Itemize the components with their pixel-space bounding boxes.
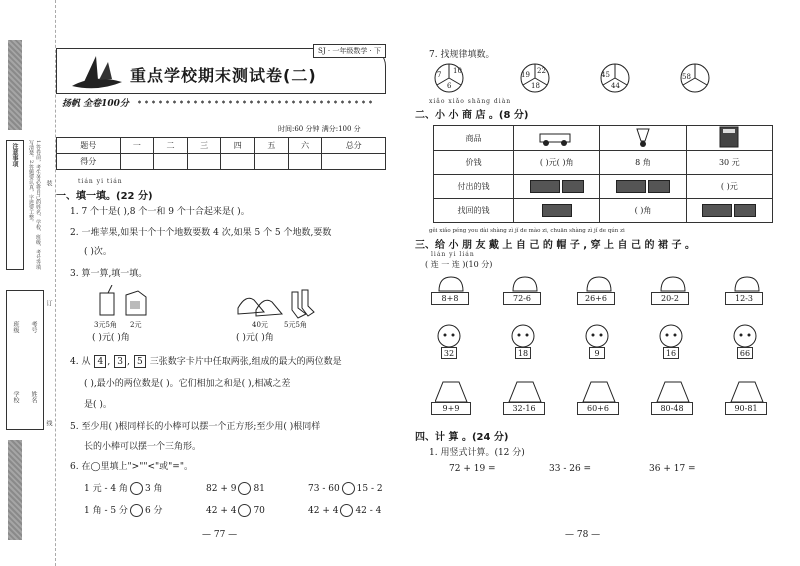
compare-circle[interactable] xyxy=(238,482,251,495)
question-5-line2: 长的小棒可以摆一个三角形。 xyxy=(84,442,202,452)
banknote-icon xyxy=(734,204,756,217)
shop-cell-value: 30 元 xyxy=(686,151,772,175)
hat-label[interactable]: 20-2 xyxy=(651,292,689,305)
cut-mark-2: 订 xyxy=(45,300,52,306)
circle-value: 58 xyxy=(682,73,691,81)
score-cell[interactable] xyxy=(288,154,322,170)
shop-cell-money xyxy=(686,199,772,223)
child-number[interactable]: 18 xyxy=(515,347,531,359)
compare-item: 1 角 - 5 分 6 分 xyxy=(84,506,163,516)
child-number[interactable]: 9 xyxy=(589,347,605,359)
score-header-cell: 二 xyxy=(154,138,188,154)
circle-value: 6 xyxy=(447,82,452,90)
circle-value: 44 xyxy=(611,82,620,90)
price-box: 2元 xyxy=(130,321,142,329)
price-drink: 3元5角 xyxy=(94,321,117,329)
child-face-icon xyxy=(438,325,460,347)
toy-car-icon xyxy=(532,128,582,146)
shop-row-price xyxy=(434,151,773,175)
banknote-icon xyxy=(702,204,732,217)
hat-label[interactable]: 72-6 xyxy=(503,292,541,305)
skirt-label[interactable]: 9+9 xyxy=(431,402,471,415)
coin-note-icon xyxy=(562,180,584,193)
shop-cell-blank[interactable]: ( )角 xyxy=(600,199,686,223)
score-header-cell: 一 xyxy=(120,138,154,154)
score-header-cell: 总分 xyxy=(322,138,386,154)
compare-item: 42 + 4 42 - 4 xyxy=(308,506,382,516)
score-table-score-row xyxy=(57,154,386,170)
shop-cell-item xyxy=(686,126,772,151)
score-cell[interactable] xyxy=(255,154,289,170)
section2-title: 二、小 小 商 店 。(8 分) xyxy=(415,110,529,121)
score-header-cell: 五 xyxy=(255,138,289,154)
price-socks: 5元5角 xyxy=(284,321,307,329)
skirt-icon xyxy=(435,382,467,402)
circle-value: 19 xyxy=(521,71,530,79)
shop-row-change xyxy=(434,199,773,223)
field-exam-id: 考号 xyxy=(30,321,37,333)
section3-title: 三、给 小 朋 友 戴 上 自 己 的 帽 子 , 穿 上 自 己 的 裙 子 。 xyxy=(415,240,695,251)
calc-item: 72 + 19 = xyxy=(449,464,496,474)
field-school: 学校 xyxy=(12,391,19,403)
student-info-box xyxy=(6,290,44,430)
child-face-icon xyxy=(586,325,608,347)
section4-title: 四、计 算 。(24 分) xyxy=(415,432,509,443)
notice-label: 注意事项 xyxy=(11,143,18,167)
child-face-icon xyxy=(512,325,534,347)
shop-row-goods xyxy=(434,126,773,151)
number-card: 5 xyxy=(134,355,146,368)
hat-icon xyxy=(661,277,685,291)
page-number-right: — 78 — xyxy=(565,530,601,540)
compare-item: 82 + 9 81 xyxy=(206,484,265,494)
shop-cell-label: 价钱 xyxy=(434,151,514,175)
shoes-and-socks-icon xyxy=(236,288,316,320)
banknote-icon xyxy=(648,180,670,193)
left-page xyxy=(56,0,400,566)
section3-sub: ( 连 一 连 )(10 分) xyxy=(425,260,493,269)
skirt-label[interactable]: 32-16 xyxy=(503,402,545,415)
skirt-icon xyxy=(509,382,541,402)
number-card: 3 xyxy=(114,355,126,368)
score-cell[interactable] xyxy=(187,154,221,170)
hat-icon xyxy=(587,277,611,291)
compare-item: 42 + 4 70 xyxy=(206,506,265,516)
shop-table xyxy=(433,125,773,223)
drink-and-box-icon xyxy=(96,285,156,319)
child-number[interactable]: 32 xyxy=(441,347,457,359)
grey-band-top xyxy=(8,40,22,130)
question-4-1: 1. 用竖式计算。(12 分) xyxy=(429,448,525,458)
right-page xyxy=(415,0,800,566)
shop-cell-money xyxy=(600,175,686,199)
section1-title: 一、填一填。(22 分) xyxy=(56,191,153,202)
hat-icon xyxy=(735,277,759,291)
shop-cell-item xyxy=(514,126,600,151)
cut-mark-1: 装 xyxy=(45,180,52,186)
calculator-icon xyxy=(714,126,744,148)
score-header-cell: 三 xyxy=(187,138,221,154)
shop-cell-value: 8 角 xyxy=(600,151,686,175)
question-3: 3. 算一算,填一填。 xyxy=(70,269,148,279)
circle-value: 22 xyxy=(537,67,546,75)
kids-row xyxy=(435,322,775,358)
skirt-label[interactable]: 80-48 xyxy=(651,402,693,415)
hat-icon xyxy=(439,277,463,291)
compare-circle[interactable] xyxy=(130,482,143,495)
shop-cell-money xyxy=(514,199,600,223)
field-name: 姓名 xyxy=(30,391,37,403)
circle-value: 18 xyxy=(531,82,540,90)
question-4-line2: ( ),最小的两位数是( )。它们相加之和是( ),相减之差 xyxy=(84,379,291,389)
shop-cell-blank[interactable]: ( )元( )角 xyxy=(514,151,600,175)
score-table-header-row xyxy=(57,138,386,154)
skirt-icon xyxy=(731,382,763,402)
compare-item: 73 - 60 15 - 2 xyxy=(308,484,383,494)
shop-cell-label: 商品 xyxy=(434,126,514,151)
banknote-icon xyxy=(542,204,572,217)
hat-label[interactable]: 8+8 xyxy=(431,292,469,305)
score-header-cell: 题号 xyxy=(57,138,121,154)
badminton-icon xyxy=(623,127,663,147)
child-face-icon xyxy=(734,325,756,347)
score-cell[interactable] xyxy=(154,154,188,170)
time-score: 时间:60 分钟 满分:100 分 xyxy=(278,125,361,133)
section3-sub-pinyin: lián yi lián xyxy=(431,251,475,258)
section2-pinyin: xiǎo xiǎo shāng diàn xyxy=(429,98,512,105)
compare-item: 1 元 - 4 角 3 角 xyxy=(84,484,163,494)
calc-item: 33 - 26 = xyxy=(549,464,592,474)
slogan: 扬帆 全卷100分 xyxy=(62,99,129,109)
q4-prefix: 4. 从 xyxy=(70,357,91,367)
price-shoes: 40元 xyxy=(252,321,268,329)
shop-cell-label: 付出的钱 xyxy=(434,175,514,199)
shop-cell-label: 找回的钱 xyxy=(434,199,514,223)
calc-item: 36 + 17 = xyxy=(649,464,696,474)
q3-blank-right: ( )元( )角 xyxy=(236,333,274,343)
score-table xyxy=(56,137,386,170)
page-number-left: — 77 — xyxy=(202,530,238,540)
score-header-cell: 六 xyxy=(288,138,322,154)
shop-cell-money xyxy=(514,175,600,199)
child-number[interactable]: 16 xyxy=(663,347,679,359)
circle-value: 7 xyxy=(437,71,442,79)
skirt-icon xyxy=(657,382,689,402)
child-face-icon xyxy=(660,325,682,347)
section3-pinyin: gěi xiǎo péng you dài shàng zì jǐ de mào zi, chuān shàng zì jǐ de qún zi xyxy=(429,228,625,234)
circle-value: 10 xyxy=(453,67,462,75)
q4-text: 三张数字卡片中任取两张,组成的最大的两位数是 xyxy=(149,357,342,367)
dot-divider xyxy=(136,100,376,104)
score-cell[interactable] xyxy=(221,154,255,170)
score-row-label: 得分 xyxy=(57,154,121,170)
cut-mark-3: 线 xyxy=(45,420,52,426)
notice-text: 1.答卷前，考生务必将自己的姓名、学校、班级、考号等填写清楚。2.答题要认真，字迹要工整。 xyxy=(28,140,41,270)
hats-row xyxy=(435,275,775,293)
skirts-row xyxy=(435,380,775,404)
question-6: 6. 在◯里填上">""<"或"="。 xyxy=(70,462,193,472)
compare-circle[interactable] xyxy=(342,482,355,495)
banknote-icon xyxy=(616,180,646,193)
hat-label[interactable]: 26+6 xyxy=(577,292,615,305)
grey-band-bottom xyxy=(8,440,22,540)
notice-box xyxy=(6,140,24,270)
q3-blank-left: ( )元( )角 xyxy=(92,333,130,343)
number-card: 4 xyxy=(94,355,106,368)
series-tag: SJ · 一年级数学 · 下 xyxy=(313,44,386,58)
banknote-icon xyxy=(530,180,560,193)
compare-circle[interactable] xyxy=(130,504,143,517)
question-2-line2: ( )次。 xyxy=(84,247,112,257)
child-number[interactable]: 66 xyxy=(737,347,753,359)
question-5-line1: 5. 至少用( )根同样长的小棒可以摆一个正方形;至少用( )根同样 xyxy=(70,422,321,432)
compare-circle[interactable] xyxy=(238,504,251,517)
shop-row-paid xyxy=(434,175,773,199)
question-4-line3: 是( )。 xyxy=(84,400,112,410)
hat-label[interactable]: 12-3 xyxy=(725,292,763,305)
circle-value: 45 xyxy=(601,71,610,79)
question-7: 7. 找规律填数。 xyxy=(429,50,495,60)
score-header-cell: 四 xyxy=(221,138,255,154)
skirt-label[interactable]: 60+6 xyxy=(577,402,619,415)
question-1: 1. 7 个十是( ),8 个一和 9 个十合起来是( )。 xyxy=(70,207,250,217)
score-cell[interactable] xyxy=(120,154,154,170)
skirt-label[interactable]: 90-81 xyxy=(725,402,767,415)
hat-icon xyxy=(513,277,537,291)
compare-circle[interactable] xyxy=(340,504,353,517)
binding-strip xyxy=(0,0,56,566)
skirt-icon xyxy=(583,382,615,402)
question-4-line1: 4. 从 4 , 3 , 5 三张数字卡片中任取两张,组成的最大的两位数是 xyxy=(70,357,342,367)
shop-cell-blank[interactable]: ( )元 xyxy=(686,175,772,199)
shop-cell-item xyxy=(600,126,686,151)
score-cell[interactable] xyxy=(322,154,386,170)
section1-pinyin: tián yi tián xyxy=(78,178,123,185)
field-class: 班级 xyxy=(12,321,19,333)
question-2-line1: 2. 一堆苹果,如果十个十个地数要数 4 次,如果 5 个 5 个地数,要数 xyxy=(70,228,332,238)
page-title: 重点学校期末测试卷(二) xyxy=(130,66,317,85)
